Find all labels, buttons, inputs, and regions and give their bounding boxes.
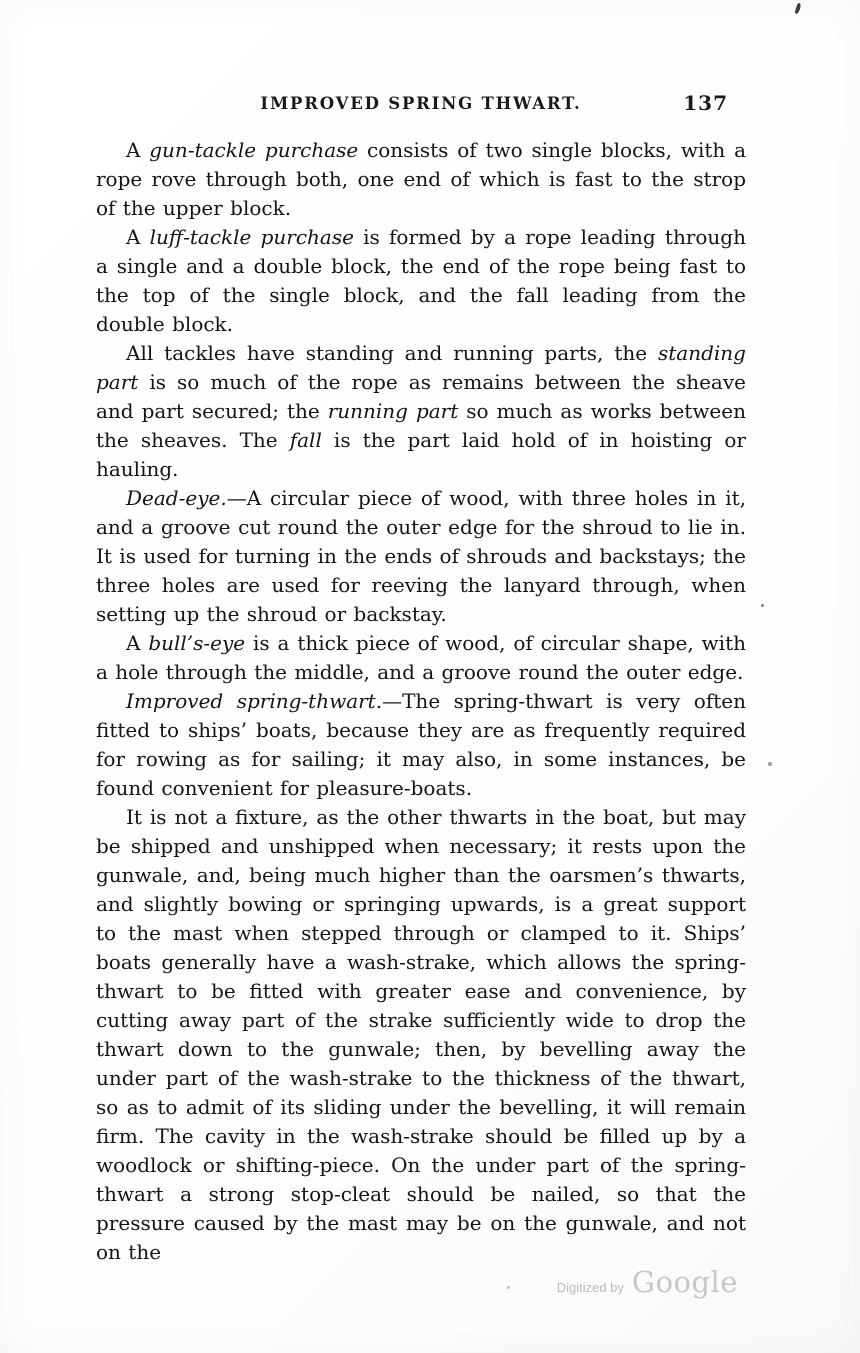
paragraph: All tackles have standing and running parts, the standing part is so much of the rope as remains between the sheave and part secured; the running part so much as works between the sheaves. The fall is the part laid hold of in hoisting or hauling. [96,341,746,481]
paragraph: It is not a fixture, as the other thwarts in the boat, but may be shipped and unshipped when necessary; it rests upon the gunwale, and, being much higher than the oarsmen’s thwarts, and slightly bowing or springing upwards, is a great support to the mast when stepped through or clamped to it. Ships’ boats generally have a wash-strake, which allows the spring-thwart to be fitted with greater ease and convenience, by cutting away part of the strake sufficiently wide to drop the thwart down to the gunwale; then, by bevelling away the under part of the wash-strake to the thickness of the thwart, so as to admit of its sliding under the bevelling, it will remain firm. The cavity in the wash-strake should be filled up by a woodlock or shifting-piece. On the under part of the spring-thwart a strong stop-cleat should be nailed, so that the pressure caused by the mast may be on the gunwale, and not on the [96,805,746,1264]
paragraph: A luff-tackle purchase is formed by a rope leading through a single and a double block, the end of the rope being fast to the top of the single block, and the fall leading from the double block. [96,225,746,336]
paragraph: Dead-eye.—A circular piece of wood, with three holes in it, and a groove cut round the outer edge for the shroud to lie in. It is used for turning in the ends of shrouds and backstays; the three holes are used for reeving the lanyard through, when setting up the shroud or backstay. [96,486,746,626]
scan-speck [768,762,772,766]
paragraph: A gun-tackle purchase consists of two single blocks, with a rope rove through both, one end of which is fast to the strop of the upper block. [96,138,746,220]
scan-speck [794,3,801,15]
digitized-watermark [557,1265,738,1299]
running-title: IMPROVED SPRING THWART. [260,94,582,113]
digitized-by-label: Digitized by [556,1280,624,1295]
paragraph: A bull’s-eye is a thick piece of wood, of circular shape, with a hole through the middle, and a groove round the outer edge. [96,631,746,684]
scan-speck [507,1286,510,1289]
page-number: 137 [683,91,728,115]
paragraph: Improved spring-thwart.—The spring-thwart is very often fitted to ships’ boats, because they are as frequently required for rowing as for sailing; it may also, in some instances, be found convenient for pleasure-boats. [96,689,746,800]
google-logo: Google [631,1265,738,1299]
page-header [96,91,746,115]
page-body [96,136,746,1267]
scan-speck [761,604,764,607]
